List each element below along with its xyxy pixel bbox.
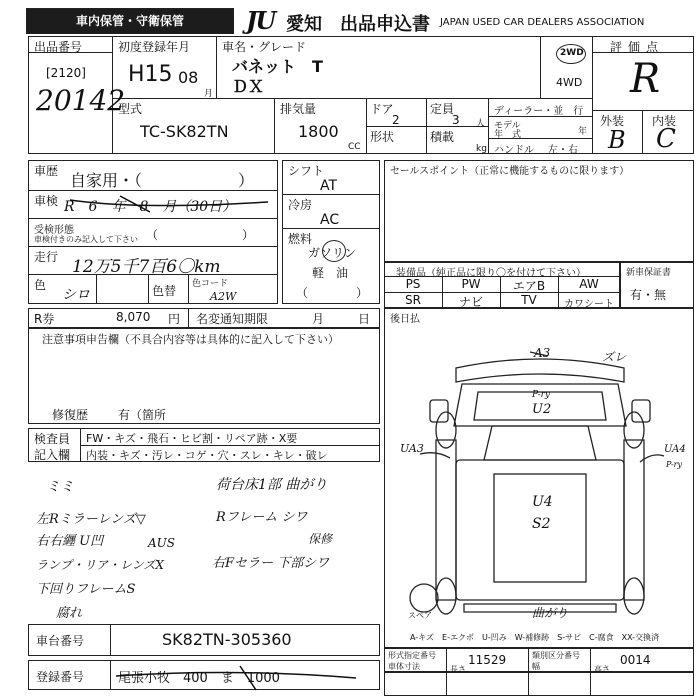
- shape-label: 形状: [370, 130, 395, 144]
- drive-4wd: 4WD: [556, 76, 583, 89]
- recycle-label: 受検形態: [34, 225, 74, 236]
- format-label-1: 形式指定番号: [388, 651, 436, 660]
- model-grade: ＤＸ: [232, 77, 265, 96]
- color-value: シロ: [62, 287, 90, 303]
- int-label: 内装: [652, 114, 677, 128]
- note-2: 荷台床1部 曲がり: [216, 477, 328, 493]
- class-value: 0014: [620, 653, 651, 667]
- shift-label: シフト: [288, 164, 325, 178]
- fuel-label: 燃料: [288, 232, 313, 246]
- inspector-row-2: 内装・キズ・汚レ・コゲ・穴・スレ・キレ・破レ: [86, 449, 328, 462]
- logo-text: 愛知: [286, 14, 322, 35]
- chassis-value: SK82TN-305360: [162, 630, 292, 649]
- warranty-value: 有・無: [630, 288, 667, 302]
- shift-value: AT: [320, 178, 338, 194]
- org-name: JAPAN USED CAR DEALERS ASSOCIATION: [440, 17, 645, 28]
- history-value: 自家用・（ ）: [70, 171, 255, 190]
- equip-leather: カワシート: [564, 299, 614, 310]
- int-value: C: [656, 124, 676, 154]
- class-height: 高さ: [594, 665, 610, 674]
- diag-zure: ズレ: [602, 350, 627, 364]
- warranty-label: 新車保証書: [626, 268, 672, 278]
- history-label: 車歴: [34, 164, 59, 178]
- format-label-2: 車体寸法: [388, 662, 420, 671]
- class-label-1: 類別区分番号: [532, 651, 580, 660]
- notes-label: 注意事項申告欄（不具合内容等は具体的に記入して下さい）: [42, 333, 339, 346]
- spare-label: スペア: [408, 611, 432, 620]
- equip-aw: AW: [579, 277, 599, 291]
- notice-month: 月: [312, 312, 325, 326]
- model-year-unit: 年: [578, 127, 588, 137]
- diag-u2: U2: [532, 402, 552, 417]
- model-name: バネット T: [232, 57, 323, 76]
- doors-value: 2: [392, 113, 400, 127]
- equipment-label: 装備品（純正品に限り〇を付けて下さい）: [396, 268, 586, 279]
- inspection-label: 車検: [34, 194, 59, 208]
- note-11: 腐れ: [56, 606, 83, 621]
- aircon-label: 冷房: [288, 198, 313, 212]
- sales-point-label: セールスポイント（正常に機能するものに限ります）: [390, 166, 630, 177]
- diag-s2: S2: [532, 516, 551, 532]
- repair-label: 修復歴: [52, 408, 89, 422]
- color-code-label: 色コード: [192, 279, 229, 289]
- note-7: 保修: [308, 532, 333, 546]
- ext-value: B: [608, 126, 626, 154]
- lot-bracket-no: [2120]: [46, 66, 86, 80]
- registration-label: 初度登録年月: [118, 40, 191, 54]
- note-8: ランプ・リア・レンズX: [36, 558, 164, 572]
- registration-month-unit: 月: [204, 89, 214, 99]
- mileage-value: 12万5千7百6〇km: [72, 257, 221, 277]
- equip-sr: SR: [405, 293, 421, 307]
- format-length: 長さ: [450, 665, 466, 674]
- note-6: AUS: [148, 536, 175, 550]
- diag-ua4: UA4: [664, 444, 686, 455]
- inspection-value: R 6 年 8 月（30日）: [64, 199, 237, 215]
- displacement-label: 排気量: [280, 102, 317, 116]
- dealer-parallel: ディーラー・並 行: [494, 106, 584, 117]
- ju-logo: [246, 6, 336, 36]
- recycle-fee-unit: 円: [168, 312, 181, 326]
- registration-year: H15: [128, 62, 173, 87]
- form-title: 出品申込書: [340, 14, 430, 35]
- note-9: 右Fセラー 下部シワ: [212, 556, 330, 571]
- plate-value: 尾張小牧 400 ま 1000: [118, 671, 280, 686]
- displacement-unit: CC: [348, 142, 361, 152]
- diag-a3: A3: [534, 346, 551, 360]
- note-1: ミミ: [46, 479, 74, 495]
- note-5: 右右纒 U凹: [36, 534, 104, 549]
- note-4: Rフレーム シワ: [216, 510, 308, 525]
- diag-pry-1: P-ry: [532, 390, 550, 400]
- inspector-row-1: FW・キズ・飛石・ヒビ割・リペア跡・X要: [86, 432, 298, 445]
- format-value: 11529: [468, 653, 507, 667]
- damage-legend: A-キズ E-エクボ U-凹み W-補修跡 S-サビ C-腐食 XX-交換済: [410, 633, 660, 642]
- capacity-label: 定員: [430, 102, 455, 116]
- note-3: 左Rミラーレンズ▽: [36, 512, 146, 527]
- diag-u4: U4: [532, 494, 553, 510]
- ext-label: 外装: [600, 114, 625, 128]
- fuel-bracket: （ ）: [296, 286, 369, 300]
- model-label: 車名・グレード: [222, 40, 307, 54]
- score-value: R: [630, 56, 661, 102]
- notice-label: 名変通知期限: [196, 312, 269, 326]
- displacement-value: 1800: [298, 122, 339, 141]
- drive-2wd: 2WD: [560, 48, 584, 58]
- equip-tv: TV: [521, 293, 537, 307]
- lower-blank-row: [384, 672, 694, 696]
- inspector-label-2: 記入欄: [34, 448, 71, 462]
- load-unit: kg: [476, 144, 487, 154]
- fuel-diesel: 軽 油: [312, 266, 349, 280]
- class-label-2: 幅: [532, 662, 540, 671]
- registration-month: 08: [178, 68, 199, 87]
- type-value: TC-SK82TN: [140, 122, 229, 141]
- inspector-label-1: 検査員: [34, 432, 71, 446]
- type-label: 型式: [118, 102, 143, 116]
- equip-navi: ナビ: [458, 295, 483, 309]
- load-label: 積載: [430, 130, 455, 144]
- repair-value: 有（箇所: [118, 408, 167, 422]
- recycle-value: （ ）: [146, 228, 255, 242]
- model-year-label-2: 年 式: [494, 130, 522, 140]
- lot-label: 出品番号: [34, 40, 83, 54]
- plate-label: 登録番号: [36, 670, 85, 684]
- capacity-value: 3: [452, 113, 460, 127]
- color-label: 色: [34, 278, 47, 292]
- handle-value: 左・右: [548, 145, 578, 156]
- equip-pw: PW: [461, 277, 481, 291]
- fuel-gasoline: ガソリン: [308, 246, 357, 260]
- recycle-fee-value: 8,070: [116, 310, 151, 324]
- storage-badge: 車内保管・守衛保管: [26, 8, 234, 34]
- equip-airbag: エアB: [512, 279, 546, 293]
- mileage-label: 走行: [34, 250, 59, 264]
- chassis-label: 車台番号: [36, 634, 85, 648]
- diag-magari: 曲がり: [532, 606, 569, 620]
- after-pay-label: 後日払: [390, 314, 420, 325]
- note-10: 下回りフレームS: [36, 582, 136, 597]
- notice-day: 日: [358, 312, 371, 326]
- diag-pry-2: P-ry: [666, 460, 682, 469]
- aircon-value: AC: [320, 212, 340, 228]
- capacity-unit: 人: [476, 119, 486, 129]
- recycle-fee-label: R券: [34, 312, 55, 326]
- color-change-label: 色替: [152, 284, 177, 298]
- handle-label: ハンドル: [494, 145, 534, 156]
- recycle-sub: 車検付きのみ記入して下さい: [34, 235, 138, 244]
- color-code-value: A2W: [210, 290, 237, 303]
- score-label: 評価点: [610, 40, 665, 54]
- model-year-label-1: モデル: [494, 121, 521, 131]
- doors-label: ドア: [370, 102, 394, 116]
- lot-number: 20142: [36, 84, 126, 117]
- equip-ps: PS: [405, 277, 421, 291]
- fuel-circle: [322, 240, 346, 262]
- diag-ua3: UA3: [400, 442, 424, 455]
- logo-mark: JU: [246, 6, 275, 35]
